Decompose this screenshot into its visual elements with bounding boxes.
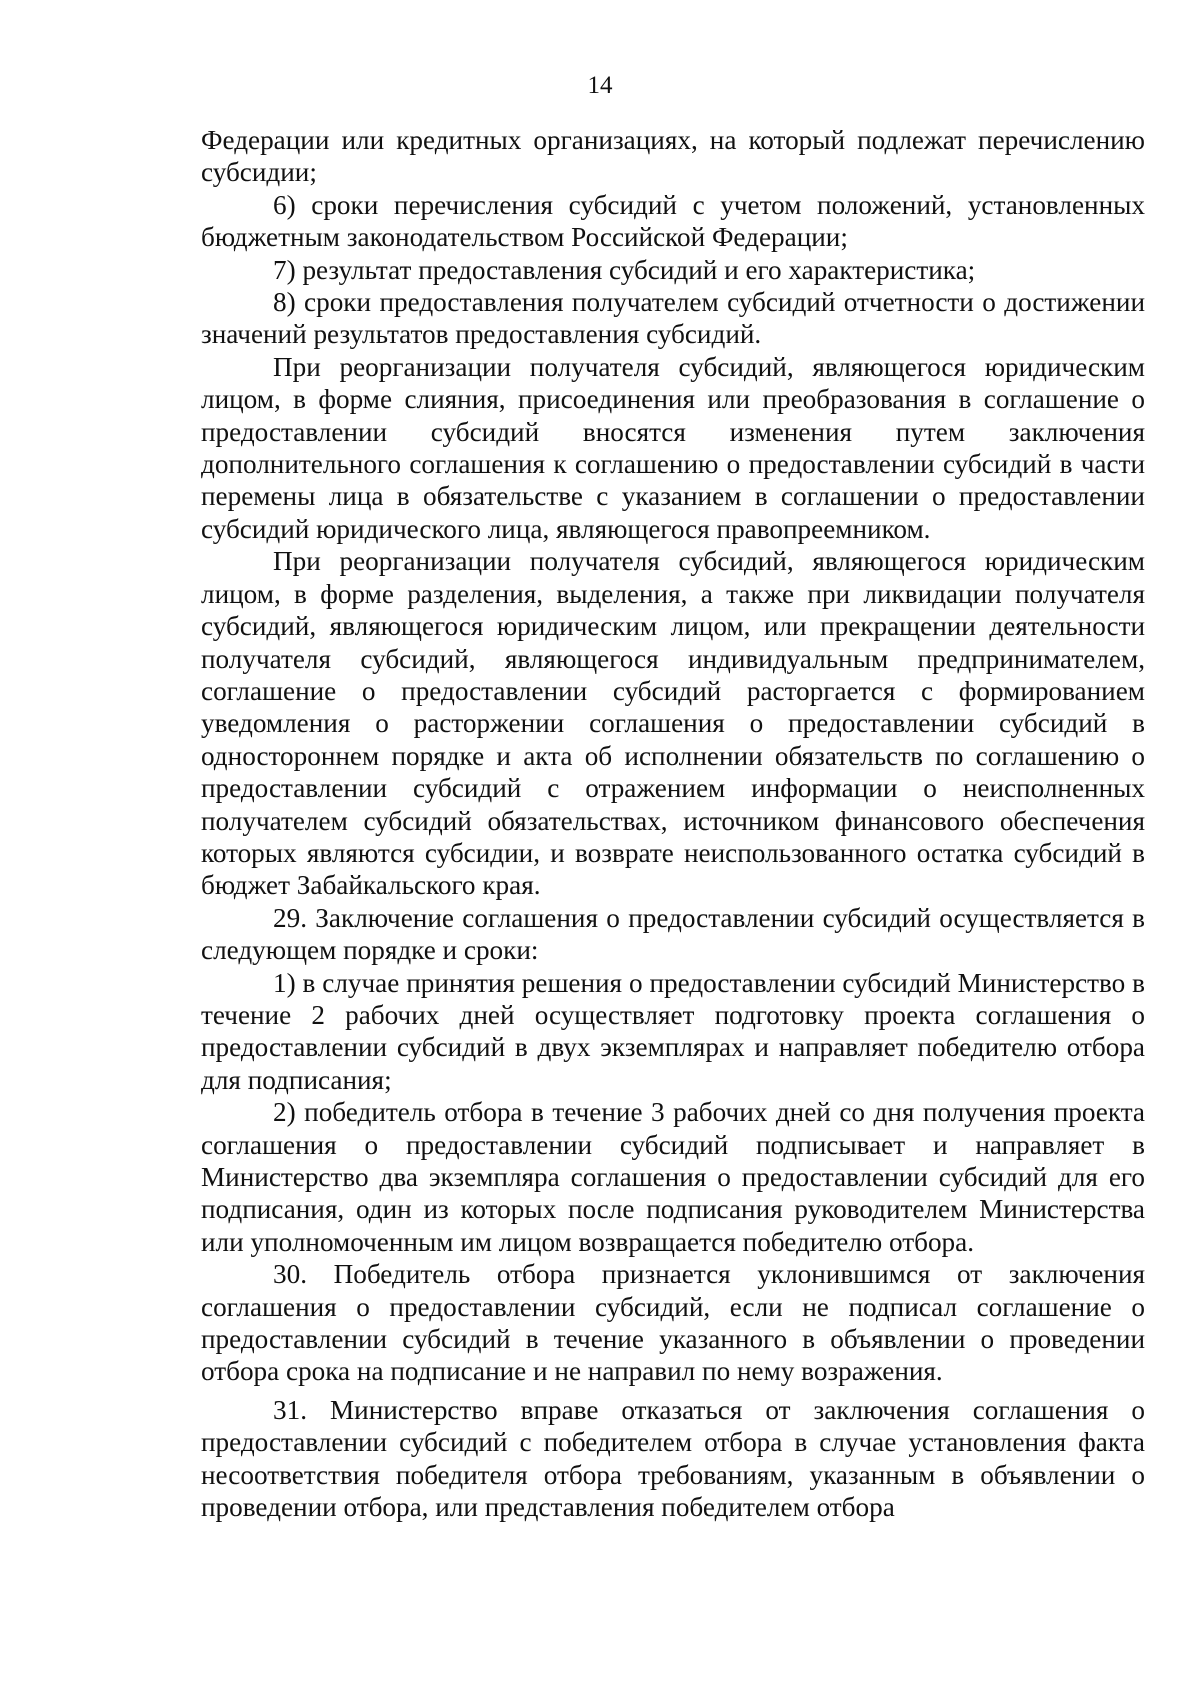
document-body [201,124,1145,1523]
paragraph-item-8: 8) сроки предоставления получателем субсидий отчетности о достижении значений результатов предоставления субсидий. [201,287,1145,350]
paragraph-reorganization-merger: При реорганизации получателя субсидий, являющегося юридическим лицом, в форме слияния, присоединения или преобразования в соглашение о предоставлении субсидий вносятся изменения путем заключения дополнительного соглашения к соглашению о предоставлении субсидий в части перемены лица в обязательстве с указанием в соглашении о предоставлении субсидий юридического лица, являющегося правопреемником. [201,351,1145,544]
paragraph-item-6: 6) сроки перечисления субсидий с учетом положений, установленных бюджетным законодательством Российской Федерации; [201,189,1145,253]
page-number: 14 [587,72,613,99]
paragraph-clause-29-item-1: 1) в случае принятия решения о предоставлении субсидий Министерство в течение 2 рабочих дней осуществляет подготовку проекта соглашения о предоставлении субсидий в двух экземплярах и направляет победителю отбора для подписания; [201,967,1145,1095]
paragraph-continuation: Федерации или кредитных организациях, на который подлежат перечислению субсидии; [201,125,1145,188]
paragraph-clause-31: 31. Министерство вправе отказаться от заключения соглашения о предоставлении субсидий с победителем отбора в случае установления факта несоответствия победителя отбора требованиям, указанным в объявлении о проведении отбора, или представления победителем отбора [201,1394,1145,1523]
paragraph-clause-29-item-2: 2) победитель отбора в течение 3 рабочих дней со дня получения проекта соглашения о предоставлении субсидий подписывает и направляет в Министерство два экземпляра соглашения о предоставлении субсидий для его подписания, один из которых после подписания руководителем Министерства или уполномоченным им лицом возвращается победителю отбора. [201,1097,1145,1257]
paragraph-clause-29: 29. Заключение соглашения о предоставлении субсидий осуществляется в следующем порядке и сроки: [201,902,1145,966]
paragraph-item-7: 7) результат предоставления субсидий и его характеристика; [273,254,976,285]
paragraph-reorganization-division: При реорганизации получателя субсидий, являющегося юридическим лицом, в форме разделения, выделения, а также при ликвидации получателя субсидий, являющегося юридическим лицом, или прекращении деятельности получателя субсидий, являющегося индивидуальным предпринимателем, соглашение о предоставлении субсидий расторгается с формированием уведомления о расторжении соглашения о предоставлении субсидий в одностороннем порядке и акта об исполнении обязательств по соглашению о предоставлении субсидий с отражением информации о неисполненных получателем субсидий обязательствах, источником финансового обеспечения которых являются субсидии, и возврате неиспользованного остатка субсидий в бюджет Забайкальского края. [201,546,1145,901]
paragraph-clause-30: 30. Победитель отбора признается уклонившимся от заключения соглашения о предоставлении субсидий, если не подписал соглашение о предоставлении субсидий в течение указанного в объявлении о проведении отбора срока на подписание и не направил по нему возражения. [201,1259,1145,1387]
